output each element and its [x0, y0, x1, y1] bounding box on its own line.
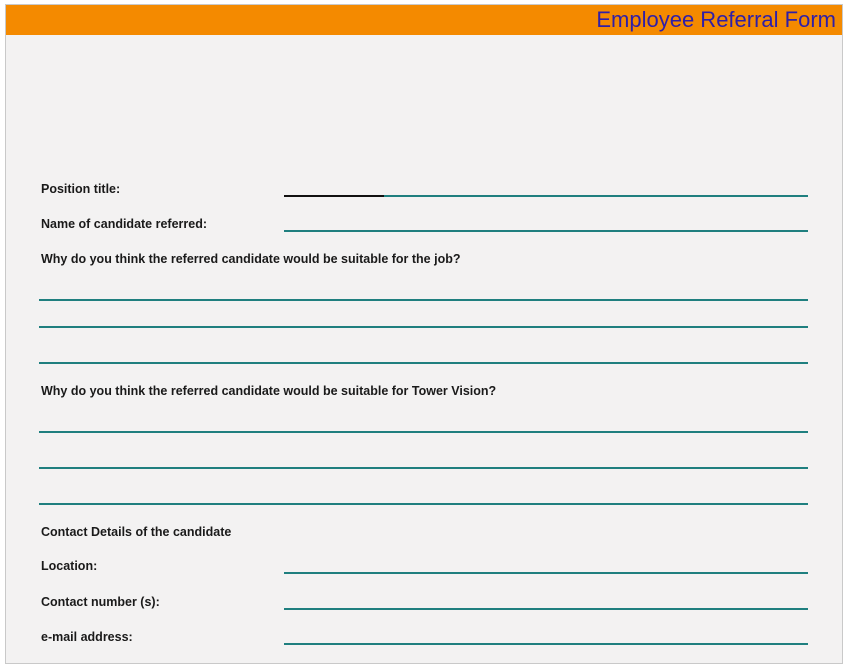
email-label: e-mail address:: [41, 630, 133, 644]
answer-company-line-2[interactable]: [39, 467, 808, 469]
candidate-name-label: Name of candidate referred:: [41, 217, 208, 231]
contact-number-field[interactable]: [284, 608, 808, 610]
email-field[interactable]: [284, 643, 808, 645]
form-page: [5, 4, 843, 664]
candidate-name-field[interactable]: [284, 230, 808, 232]
contact-details-heading: Contact Details of the candidate: [41, 525, 232, 539]
answer-job-line-2[interactable]: [39, 326, 808, 328]
position-title-field-cursor: [284, 195, 384, 197]
location-field[interactable]: [284, 572, 808, 574]
position-title-label: Position title:: [41, 182, 121, 196]
question-company-label: Why do you think the referred candidate would be suitable for Tower Vision?: [41, 384, 497, 398]
answer-company-line-1[interactable]: [39, 431, 808, 433]
location-label: Location:: [41, 559, 98, 573]
header-bar: [6, 5, 842, 35]
answer-job-line-1[interactable]: [39, 299, 808, 301]
form-title: Employee Referral Form: [596, 7, 836, 32]
position-title-field[interactable]: [384, 195, 808, 197]
answer-company-line-3[interactable]: [39, 503, 808, 505]
answer-job-line-3[interactable]: [39, 362, 808, 364]
question-job-label: Why do you think the referred candidate would be suitable for the job?: [41, 252, 461, 266]
contact-number-label: Contact number (s):: [41, 595, 160, 609]
